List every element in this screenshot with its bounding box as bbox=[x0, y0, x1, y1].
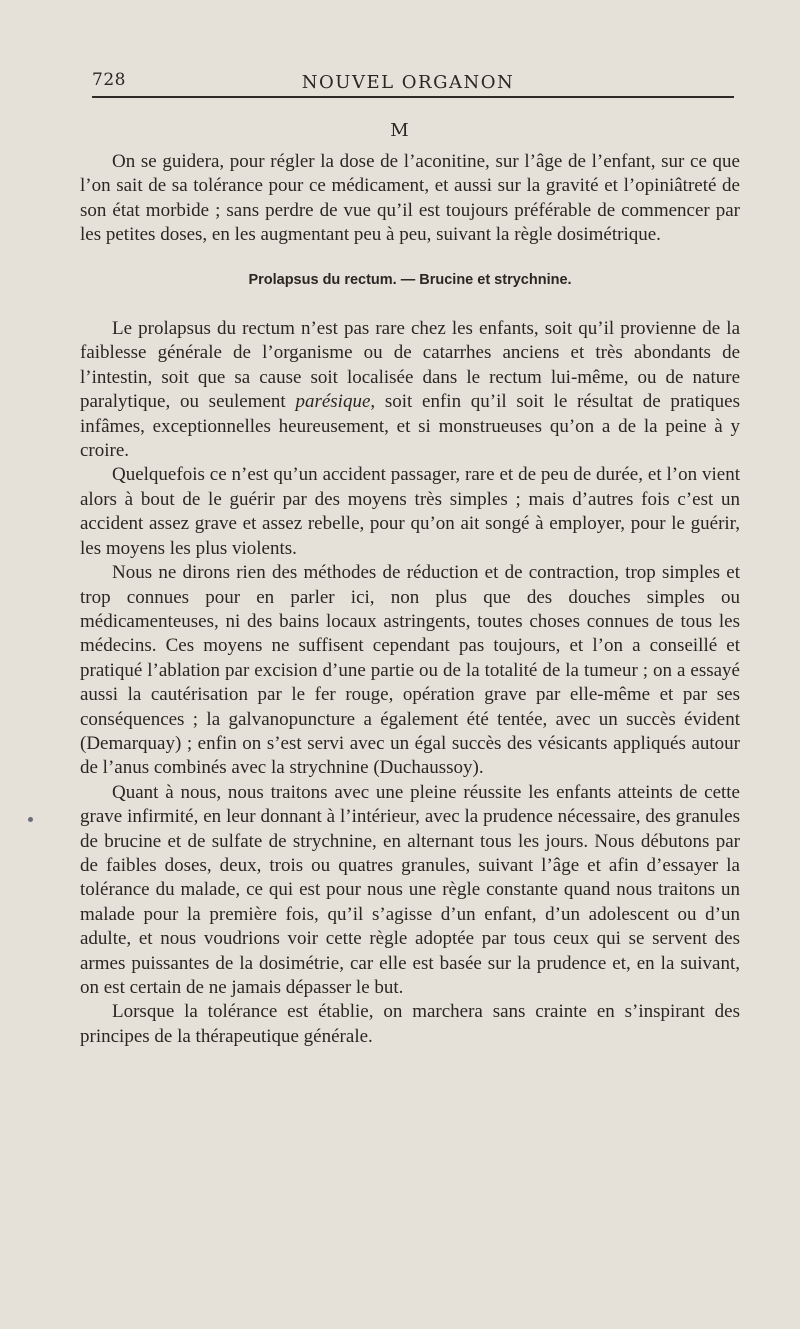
margin-mark bbox=[28, 817, 33, 822]
section-heading: Prolapsus du rectum. — Brucine et strychnine. bbox=[248, 271, 572, 288]
italic-term: parésique bbox=[295, 391, 371, 413]
paragraph-prolapsus-part-2: , soit enfin qu’il soit le résultat de pratiques infâmes, exceptionnelles heureusement, et si monstrueuses qu’on a de la peine à y croire. bbox=[80, 391, 740, 462]
paragraph-aconitine: On se guidera, pour régler la dose de l’aconitine, sur l’âge de l’enfant, sur ce que l’on sait de sa tolérance pour ce médicament, et aussi sur la gravité et l’opiniâtreté de son état morbide ; sans perdre de vue qu’il est toujours préférable de commencer par les petites doses, en les augmentant peu à peu, suivant la règle dosimétrique. bbox=[80, 151, 740, 246]
paragraph-tolerance: Lorsque la tolérance est établie, on marchera sans crainte en s’inspirant des principes de la thérapeutique générale. bbox=[80, 1001, 740, 1047]
paragraph-prolapsus bbox=[80, 317, 740, 463]
header-rule bbox=[92, 96, 734, 98]
paragraph-methodes: Nous ne dirons rien des méthodes de réduction et de contraction, trop simples et trop connues pour en parler ici, non plus que des douches simples ou médicamenteuses, ni des bains locaux astringents, toutes choses connues de tous les médecins. Ces moyens ne suffisent cependant pas toujours, et l’on a conseillé et pratiqué l’ablation par excision d’une partie ou de la totalité de la tumeur ; on a essayé aussi la cautérisation par le fer rouge, opération grave par elle-même et par ses conséquences ; la galvanopuncture a également été tentée, avec un succès évident (Demarquay) ; enfin on s’est servi avec un égal succès des vésicants appliqués autour de l’anus combinés avec la strychnine (Duchaussoy). bbox=[80, 562, 740, 779]
page-number: 728 bbox=[92, 70, 126, 90]
body-text bbox=[80, 150, 740, 1049]
paragraph-traitement: Quant à nous, nous traitons avec une pleine réussite les enfants atteints de cette grave infirmité, en leur donnant à l’intérieur, avec la prudence nécessaire, des granules de brucine et de sulfate de strychnine, en alternant tous les jours. Nous débutons par de faibles doses, deux, trois ou quatres granules, suivant l’âge et afin d’essayer la tolérance du malade, ce qui est pour nous une règle constante quand nous traitons un malade pour la première fois, qu’il s’agisse d’un enfant, d’un adolescent ou d’un adulte, et nous voudrions voir cette règle adoptée par tous ceux qui se servent des armes puissantes de la dosimétrie, car elle est basée sur la prudence et, en la suivant, on est certain de ne jamais dépasser le but. bbox=[80, 781, 740, 998]
paragraph-quelquefois: Quelquefois ce n’est qu’un accident passager, rare et de peu de durée, et l’on vient alors à bout de le guérir par des moyens très simples ; mais d’autres fois c’est un accident assez grave et assez rebelle, pour qu’on ait songé à employer, pour le guérir, les moyens les plus violents. bbox=[80, 464, 740, 559]
signature-letter: M bbox=[390, 120, 410, 141]
running-title: NOUVEL ORGANON bbox=[301, 72, 515, 93]
paragraph-prolapsus-part-1: Le prolapsus du rectum n’est pas rare chez les enfants, soit qu’il provienne de la faiblesse générale de l’organisme ou de catarrhes anciens et très abondants de l’intestin, soit que sa cause soit localisée dans le rectum lui-même, ou de nature paralytique, ou seulement bbox=[80, 318, 740, 413]
